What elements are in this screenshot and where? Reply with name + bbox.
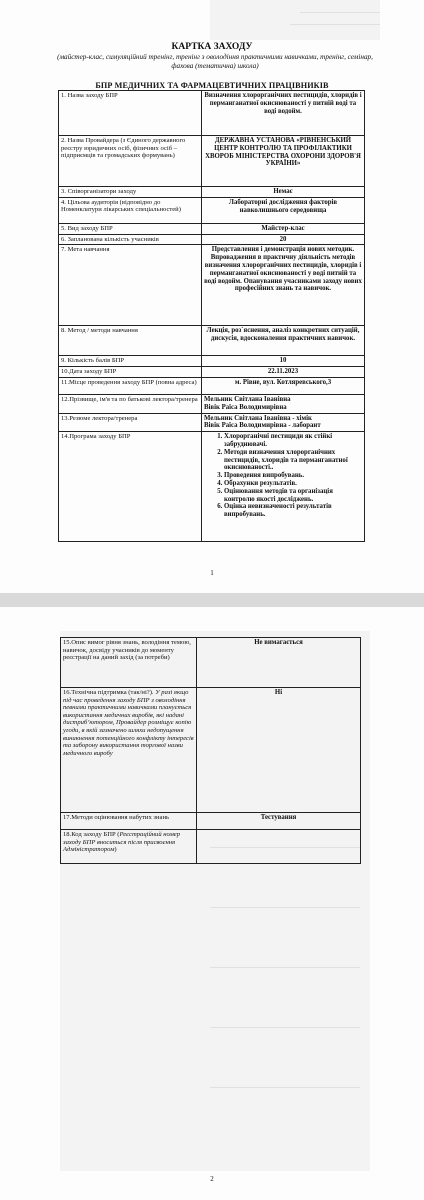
row-label: 6. Запланована кількість учасників bbox=[59, 234, 202, 245]
table-row bbox=[59, 234, 365, 245]
date-value: 22.11.2023 bbox=[202, 367, 365, 378]
bleed-through-line bbox=[300, 12, 380, 13]
row-label: 9. Кількість балів БПР bbox=[59, 356, 202, 367]
table-row bbox=[59, 377, 365, 394]
event-code-value bbox=[197, 830, 361, 864]
audience-value: Лабораторні дослідження факторів навколишнього середовища bbox=[202, 197, 365, 223]
document-page-2 bbox=[0, 607, 424, 1200]
table-row bbox=[59, 136, 365, 187]
row-label: 8. Метод / методи навчання bbox=[59, 326, 202, 356]
list-item: 6. Оцінка невизначеності результатів випробувань. bbox=[224, 503, 362, 519]
row-label: 2. Назва Провайдера (з Єдиного державного реєстру юридичних осіб, фізичних осіб – підприємців та громадських формувань) bbox=[59, 136, 202, 187]
event-name-value: Визначення хлорорганічних пестицидів, хлоридів і перманганатної окиснюваності у питній воді та воді водойм. bbox=[202, 91, 365, 136]
table-row bbox=[61, 830, 361, 864]
row-label bbox=[61, 830, 197, 864]
list-item: 4. Обрахунки результатів. bbox=[224, 480, 362, 488]
page-number: 2 bbox=[210, 1175, 214, 1183]
card-heading: БПР МЕДИЧНИХ ТА ФАРМАЦЕВТИЧНИХ ПРАЦІВНИКІВ bbox=[95, 81, 329, 90]
event-card-table-continued bbox=[60, 637, 361, 864]
table-row bbox=[59, 91, 365, 136]
table-row bbox=[59, 394, 365, 413]
table-row bbox=[61, 638, 361, 688]
card-subtitle: (майстер-клас, симуляційний тренінг, тренінг з оволодіння практичними навичками, тренінг, семінар, фахова (тематична) школа) bbox=[57, 53, 373, 70]
table-row bbox=[59, 223, 365, 234]
row-label: 14.Програма заходу БПР bbox=[59, 432, 202, 542]
program-value bbox=[202, 432, 365, 542]
lecturers-value: Мельник Світлана Іванівна Вівік Раїса Володимирівна bbox=[202, 394, 365, 413]
table-row bbox=[59, 367, 365, 378]
event-type-value: Майстер-клас bbox=[202, 223, 365, 234]
participants-value: 20 bbox=[202, 234, 365, 245]
assessment-value: Тестування bbox=[197, 813, 361, 830]
bleed-through-line bbox=[210, 1027, 360, 1028]
resume-value: Мельник Світлана Іванівна - хімік Вівік Раїса Володимирівна - лаборант bbox=[202, 413, 365, 432]
table-row bbox=[61, 813, 361, 830]
table-row bbox=[59, 187, 365, 198]
bleed-through-line bbox=[210, 907, 360, 908]
row-label: 13.Резюме лектора/тренера bbox=[59, 413, 202, 432]
bleed-through-shadow bbox=[210, 0, 380, 40]
table-row bbox=[59, 356, 365, 367]
row-label: 3. Співорганізатори заходу bbox=[59, 187, 202, 198]
row-label: 12.Прізвище, ім'я та по батькові лектора/тренера bbox=[59, 394, 202, 413]
row-label: 1. Назва заходу БПР bbox=[59, 91, 202, 136]
row-label-end: ) bbox=[114, 846, 117, 854]
methods-value: Лекція, роз`яснення, аналіз конкретних ситуацій, дискусія, вдосконалення практичних навичок. bbox=[202, 326, 365, 356]
provider-value: ДЕРЖАВНА УСТАНОВА «РІВНЕНСЬКИЙ ЦЕНТР КОНТРОЛЮ ТА ПРОФІЛАКТИКИ ХВОРОБ МІНІСТЕРСТВА ОХОРОНИ ЗДОРОВ'Я УКРАЇНИ» bbox=[202, 136, 365, 187]
tech-support-value: Ні bbox=[197, 688, 361, 813]
row-label bbox=[61, 688, 197, 813]
table-row bbox=[59, 197, 365, 223]
table-row bbox=[59, 326, 365, 356]
row-label-main: 16.Технічна підтримка (так/ні?). bbox=[63, 689, 156, 696]
bleed-through-line bbox=[290, 24, 380, 25]
coorganizers-value: Немає bbox=[202, 187, 365, 198]
row-label: 15.Опис вимог рівня знань, володіння темою, навичок, досвіду учасників до моменту реєстрації на даний захід (за потреби) bbox=[61, 638, 197, 688]
row-label: 11.Місце проведення заходу БПР (повна адреса) bbox=[59, 377, 202, 394]
row-label: 5. Вид заходу БПР bbox=[59, 223, 202, 234]
event-card-table bbox=[58, 90, 365, 542]
row-label-note: Реєстраційний номер заходу БПР вноситься після присвоєння Адміністратором bbox=[63, 831, 181, 854]
table-row bbox=[61, 688, 361, 813]
list-item: 2. Методи визначення хлорорганічних пестицидів, хлоридів та перманганатної окиснюваності.. bbox=[224, 449, 362, 472]
list-item: 5. Оцінювання методів та організація контролю якості досліджень. bbox=[224, 488, 362, 504]
card-title: КАРТКА ЗАХОДУ bbox=[171, 42, 253, 52]
table-row bbox=[59, 245, 365, 326]
row-label-main: 18.Код заходу БПР ( bbox=[63, 831, 120, 838]
row-label: 10.Дата заходу БПР bbox=[59, 367, 202, 378]
list-item: 1. Хлорорганічні пестициди як стійкі забруднювачі. bbox=[224, 433, 362, 449]
program-list bbox=[204, 433, 362, 519]
page-number: 1 bbox=[210, 569, 214, 577]
row-label-note: У разі якщо під час проведення заходу БПР з оволодіння певними практичними навичками планується використання медичних виробів, які надані дистриб’ютором, Провайдер розміщує копію угоди, в якій зазначено шляхи недопущення виникнення потенційного конфлікту інтересів та заборону використання торгової назви медичного виробу bbox=[63, 689, 194, 757]
row-label: 4. Цільова аудиторія (відповідно до Номенклатури лікарських спеціальностей) bbox=[59, 197, 202, 223]
table-row bbox=[59, 432, 365, 542]
location-value: м. Рівне, вул. Котляревського,3 bbox=[202, 377, 365, 394]
row-label: 17.Методи оцінювання набутих знань bbox=[61, 813, 197, 830]
requirements-value: Не вимагається bbox=[197, 638, 361, 688]
goal-value: Представлення і демонстрація нових методик. Впровадження в практичну діяльність методів визначення хлорорганічних пестицидів, хлоридів і перманганатної окиснюваності у воді питній та воді водойм. Опанування учасниками заходу нових професійних знань та навичок. bbox=[202, 245, 365, 326]
page-separator bbox=[0, 593, 424, 607]
bleed-through-line bbox=[210, 967, 360, 968]
list-item: 3. Проведення випробувань. bbox=[224, 472, 362, 480]
document-page-1 bbox=[0, 0, 424, 593]
row-label: 7. Мета навчання bbox=[59, 245, 202, 326]
points-value: 10 bbox=[202, 356, 365, 367]
bleed-through-line bbox=[210, 1087, 360, 1088]
table-row bbox=[59, 413, 365, 432]
